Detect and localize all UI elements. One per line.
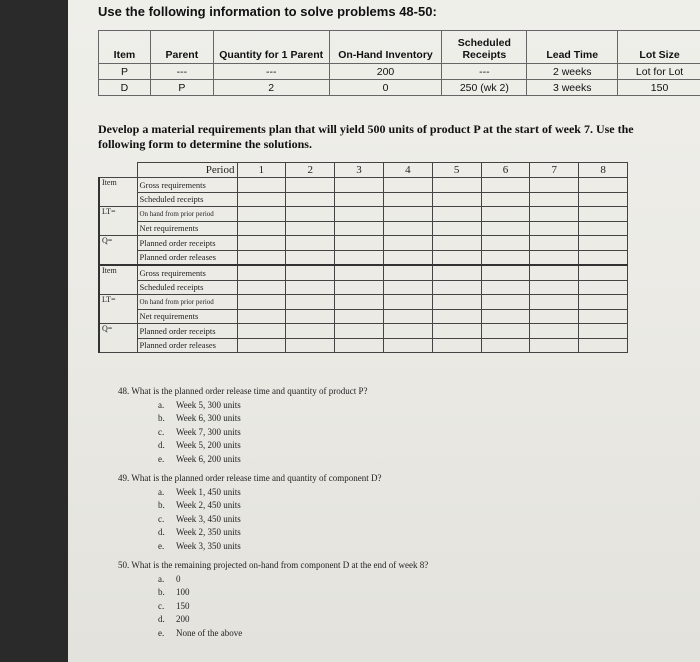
info-cell: 3 weeks [527,80,618,96]
period-number: 6 [481,163,530,178]
mrp-cell[interactable] [530,207,579,222]
info-cell: Lot for Lot [618,64,700,80]
question-49 [118,472,428,553]
mrp-cell[interactable] [579,338,628,353]
answer-option[interactable]: e. None of the above [158,627,243,638]
lead-time-label: LT= [99,207,137,236]
question-text: 50. What is the remaining projected on-hand from component D at the end of week 8? [118,560,429,570]
mrp-cell[interactable] [432,207,481,222]
mrp-row [99,192,628,207]
mrp-cell[interactable] [579,295,628,310]
question-48 [118,385,428,466]
mrp-cell[interactable] [383,178,432,193]
mrp-cell[interactable] [383,207,432,222]
answer-option[interactable]: b. Week 6, 300 units [158,413,241,423]
period-number: 3 [335,163,384,178]
answer-option[interactable]: d. Week 2, 350 units [158,527,241,537]
mrp-form-table [98,162,628,353]
mrp-cell[interactable] [286,178,335,193]
mrp-cell[interactable] [530,236,579,251]
mrp-row [99,236,628,251]
info-cell: P [150,80,213,96]
mrp-row [99,207,628,222]
mrp-row [99,250,628,265]
mrp-cell[interactable] [579,221,628,236]
mrp-row [99,338,628,353]
mrp-cell[interactable] [237,250,286,265]
mrp-cell[interactable] [286,207,335,222]
info-cell: --- [213,64,329,80]
mrp-cell[interactable] [432,265,481,280]
row-label: Scheduled receipts [137,192,237,207]
mrp-row [99,178,628,193]
mrp-cell[interactable] [481,221,530,236]
mrp-cell[interactable] [432,324,481,339]
mrp-cell[interactable] [432,192,481,207]
info-row-d [99,80,700,96]
mrp-cell[interactable] [432,221,481,236]
mrp-cell[interactable] [481,250,530,265]
mrp-cell[interactable] [383,236,432,251]
mrp-cell[interactable] [481,178,530,193]
mrp-cell[interactable] [481,265,530,280]
info-header: On-Hand Inventory [329,31,442,64]
mrp-cell[interactable] [432,250,481,265]
answer-option[interactable]: b. 100 [158,587,190,597]
row-label: On hand from prior period [137,207,237,222]
mrp-cell[interactable] [383,280,432,295]
mrp-row [99,221,628,236]
lead-time-label: LT= [99,295,137,324]
mrp-row [99,265,628,280]
mrp-cell[interactable] [530,265,579,280]
mrp-cell[interactable] [237,338,286,353]
mrp-cell[interactable] [432,236,481,251]
mrp-cell[interactable] [530,178,579,193]
info-cell: --- [442,64,527,80]
mrp-cell[interactable] [481,207,530,222]
row-label: Planned order releases [137,250,237,265]
mrp-cell[interactable] [579,309,628,324]
info-row-p [99,64,700,80]
mrp-cell[interactable] [286,265,335,280]
mrp-cell[interactable] [286,338,335,353]
mrp-cell[interactable] [530,221,579,236]
mrp-cell[interactable] [335,324,384,339]
mrp-cell[interactable] [481,192,530,207]
mrp-cell[interactable] [383,324,432,339]
mrp-cell[interactable] [383,295,432,310]
info-cell: P [99,64,151,80]
mrp-row [99,295,628,310]
mrp-cell[interactable] [237,236,286,251]
mrp-cell[interactable] [335,338,384,353]
mrp-cell[interactable] [335,192,384,207]
question-text: 48. What is the planned order release time and quantity of product P? [118,386,368,396]
mrp-cell[interactable] [237,192,286,207]
answer-option[interactable]: c. 150 [158,600,190,611]
mrp-period-row [99,163,628,178]
info-header-row [99,31,700,64]
mrp-row [99,324,628,339]
mrp-cell[interactable] [383,265,432,280]
mrp-cell[interactable] [237,324,286,339]
lot-size-label: Q= [99,236,137,266]
mrp-cell[interactable] [530,250,579,265]
mrp-cell[interactable] [579,236,628,251]
row-label: Gross requirements [137,265,237,280]
info-header: Parent [150,31,213,64]
mrp-cell[interactable] [432,295,481,310]
info-header: Item [99,31,151,64]
info-header: Scheduled Receipts [442,31,527,64]
mrp-cell[interactable] [286,324,335,339]
mrp-row [99,280,628,295]
info-cell: 200 [329,64,442,80]
mrp-cell[interactable] [530,324,579,339]
row-label: Planned order receipts [137,236,237,251]
mrp-cell[interactable] [335,265,384,280]
info-cell: --- [150,64,213,80]
row-label: Scheduled receipts [137,280,237,295]
mrp-cell[interactable] [286,221,335,236]
mrp-cell[interactable] [237,207,286,222]
mrp-cell[interactable] [579,178,628,193]
mrp-row [99,309,628,324]
mrp-cell[interactable] [530,192,579,207]
info-cell: 150 [618,80,700,96]
answer-option[interactable]: e. Week 3, 350 units [158,540,241,551]
answer-option[interactable]: c. Week 7, 300 units [158,426,241,437]
mrp-cell[interactable] [383,221,432,236]
info-cell: 250 (wk 2) [442,80,527,96]
answer-option[interactable]: a. 0 [158,573,181,584]
mrp-cell[interactable] [237,221,286,236]
period-number: 5 [432,163,481,178]
mrp-cell[interactable] [335,207,384,222]
mrp-cell[interactable] [530,309,579,324]
mrp-cell[interactable] [335,221,384,236]
mrp-cell[interactable] [286,309,335,324]
problem-heading: Use the following information to solve problems 48-50: [98,4,437,19]
answer-option[interactable]: d. 200 [158,614,190,624]
item-label: Item [99,265,137,295]
mrp-cell[interactable] [481,338,530,353]
mrp-cell[interactable] [579,207,628,222]
worksheet-page [68,0,700,662]
mrp-cell[interactable] [579,250,628,265]
period-number: 4 [383,163,432,178]
info-cell: 2 weeks [527,64,618,80]
mrp-cell[interactable] [335,250,384,265]
item-label: Item [99,178,137,207]
question-text: 49. What is the planned order release time and quantity of component D? [118,473,382,483]
answer-option[interactable]: b. Week 2, 450 units [158,500,241,510]
mrp-cell[interactable] [335,295,384,310]
mrp-cell[interactable] [481,324,530,339]
mrp-cell[interactable] [383,250,432,265]
mrp-cell[interactable] [432,280,481,295]
mrp-cell[interactable] [286,236,335,251]
mrp-cell[interactable] [432,338,481,353]
info-header: Lead Time [527,31,618,64]
mrp-cell[interactable] [579,324,628,339]
info-cell: D [99,80,151,96]
answer-option[interactable]: d. Week 5, 200 units [158,440,241,450]
info-cell: 0 [329,80,442,96]
answer-option[interactable]: c. Week 3, 450 units [158,513,241,524]
mrp-cell[interactable] [432,309,481,324]
mrp-cell[interactable] [481,295,530,310]
answer-option[interactable]: a. Week 5, 300 units [158,399,241,410]
mrp-cell[interactable] [335,309,384,324]
lot-size-label: Q= [99,324,137,353]
mrp-cell[interactable] [237,265,286,280]
period-number: 8 [579,163,628,178]
period-number: 1 [237,163,286,178]
mrp-cell[interactable] [335,280,384,295]
mrp-cell[interactable] [579,265,628,280]
mrp-cell[interactable] [286,280,335,295]
row-label: Planned order receipts [137,324,237,339]
instruction-text: Develop a material requirements plan that will yield 500 units of product P at the start of week 7. Use the following form to determine the solutions. [98,122,634,151]
row-label: Net requirements [137,221,237,236]
mrp-cell[interactable] [383,309,432,324]
mrp-cell[interactable] [286,250,335,265]
period-label: Period [137,163,237,178]
mrp-cell[interactable] [335,236,384,251]
period-number: 2 [286,163,335,178]
answer-option[interactable]: a. Week 1, 450 units [158,486,241,497]
mrp-cell[interactable] [579,280,628,295]
row-label: Net requirements [137,309,237,324]
question-list [118,385,428,640]
question-50 [118,559,428,640]
mrp-cell[interactable] [237,309,286,324]
mrp-cell[interactable] [579,192,628,207]
row-label: On hand from prior period [137,295,237,310]
answer-option[interactable]: e. Week 6, 200 units [158,453,241,464]
inventory-info-table [98,30,700,96]
row-label: Planned order releases [137,338,237,353]
mrp-cell[interactable] [383,192,432,207]
mrp-cell[interactable] [530,338,579,353]
mrp-cell[interactable] [530,280,579,295]
mrp-cell[interactable] [286,295,335,310]
info-header: Lot Size [618,31,700,64]
mrp-cell[interactable] [481,236,530,251]
mrp-cell[interactable] [481,309,530,324]
mrp-cell[interactable] [481,280,530,295]
mrp-cell[interactable] [383,338,432,353]
mrp-cell[interactable] [286,192,335,207]
mrp-cell[interactable] [335,178,384,193]
mrp-cell[interactable] [237,178,286,193]
info-cell: 2 [213,80,329,96]
mrp-cell[interactable] [237,280,286,295]
mrp-cell[interactable] [432,178,481,193]
mrp-cell[interactable] [530,295,579,310]
mrp-cell[interactable] [237,295,286,310]
row-label: Gross requirements [137,178,237,193]
info-header: Quantity for 1 Parent [213,31,329,64]
period-number: 7 [530,163,579,178]
